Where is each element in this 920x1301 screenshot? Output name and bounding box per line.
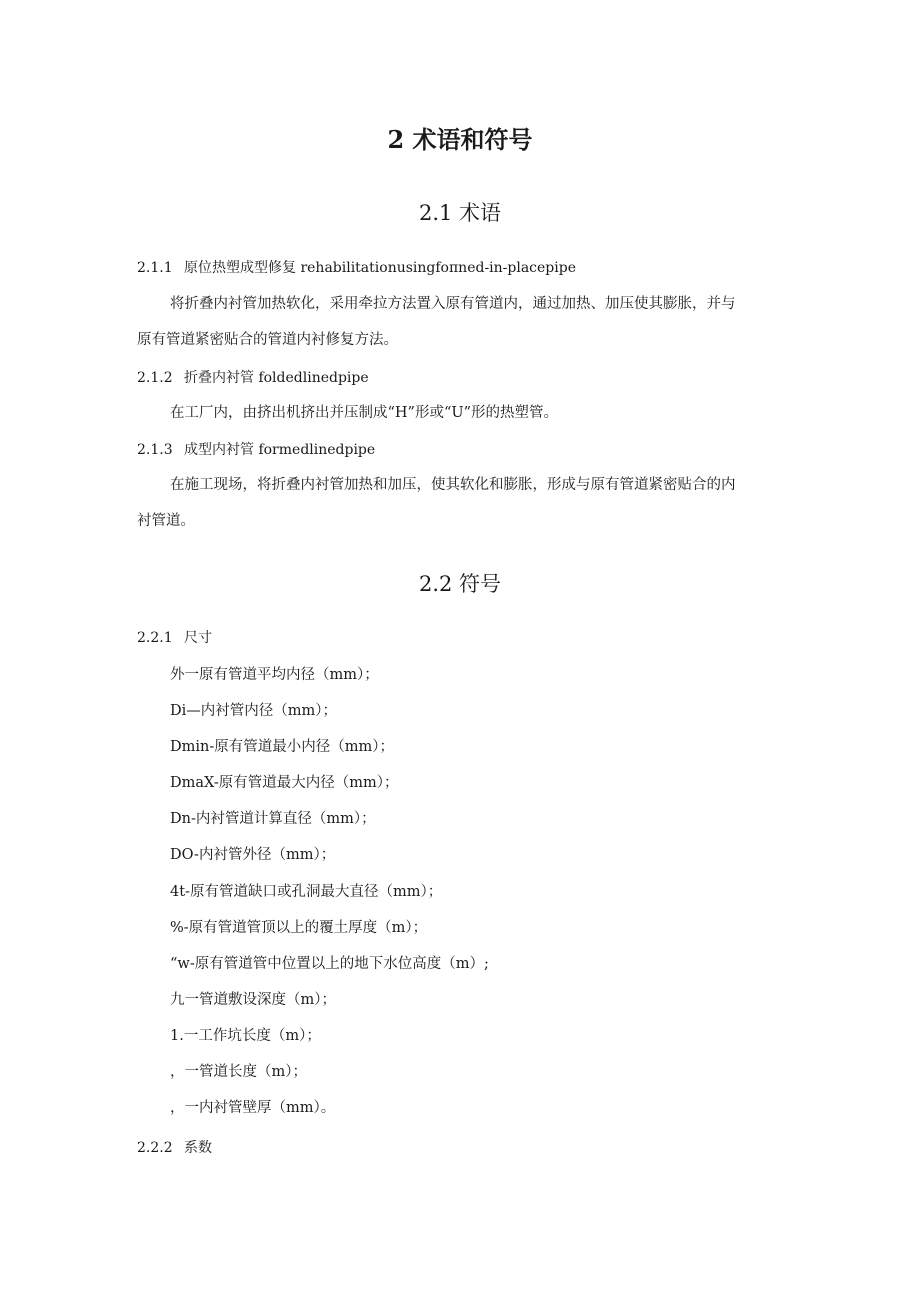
clause-heading: 折叠内衬管 foldedlinedpipe [184, 370, 369, 386]
symbol-item: 九一管道敷设深度（m）； [170, 992, 336, 1008]
section-title-symbols: 2.2 符号 [418, 572, 502, 596]
clause-2-1-3 [137, 443, 375, 457]
clause-number: 2.2.2 [137, 1140, 173, 1156]
symbol-item: DmaX-原有管道最大内径（mm）； [170, 775, 399, 791]
symbol-item: ，一内衬管壁厚（mm）。 [170, 1100, 336, 1116]
symbol-item: %-原有管道管顶以上的覆土厚度（m）； [170, 920, 428, 936]
clause-heading: 尺寸 [184, 630, 212, 646]
clause-number: 2.2.1 [137, 630, 173, 646]
clause-2-1-2 [137, 371, 369, 385]
clause-number: 2.1.1 [137, 260, 173, 276]
section-title-terms: 2.1 术语 [418, 201, 502, 225]
clause-2-1-1 [137, 261, 576, 275]
symbol-item: 4t-原有管道缺口或孔洞最大直径（mm）； [170, 884, 443, 900]
symbol-item: 外一原有管道平均内径（mm）； [170, 667, 379, 683]
clause-number: 2.1.3 [137, 442, 173, 458]
chapter-title: 2 术语和符号 [387, 125, 533, 154]
symbol-item: Dmin-原有管道最小内径（mm）； [170, 739, 394, 755]
definition-text: 将折叠内衬管加热软化，采用牵拉方法置入原有管道内，通过加热、加压使其膨胀，并与 [170, 296, 736, 312]
definition-text: 在工厂内，由挤出机挤出并压制成“H”形或“U”形的热塑管。 [170, 405, 559, 421]
symbol-item: ，一管道长度（m）； [170, 1064, 307, 1080]
definition-text: 原有管道紧密贴合的管道内衬修复方法。 [137, 332, 398, 348]
symbol-item: Dn-内衬管道计算直径（mm）； [170, 811, 376, 827]
definition-text: 衬管道。 [137, 513, 195, 529]
symbol-item: Di—内衬管内径（mm）； [170, 703, 338, 719]
clause-2-2-2 [137, 1141, 212, 1155]
clause-number: 2.1.2 [137, 370, 173, 386]
definition-text: 在施工现场，将折叠内衬管加热和加压，使其软化和膨胀，形成与原有管道紧密贴合的内 [170, 477, 736, 493]
symbol-item: 1.一工作坑长度（m）； [170, 1028, 321, 1044]
symbol-item: “w-原有管道管中位置以上的地下水位高度（m）; [170, 956, 489, 972]
symbol-item: DO-内衬管外径（mm）； [170, 847, 336, 863]
clause-heading: 原位热塑成型修复 rehabilitationusingfoπned-in-placepipe [184, 260, 576, 276]
clause-heading: 系数 [184, 1140, 212, 1156]
clause-2-2-1 [137, 631, 212, 645]
clause-heading: 成型内衬管 formedlinedpipe [184, 442, 376, 458]
